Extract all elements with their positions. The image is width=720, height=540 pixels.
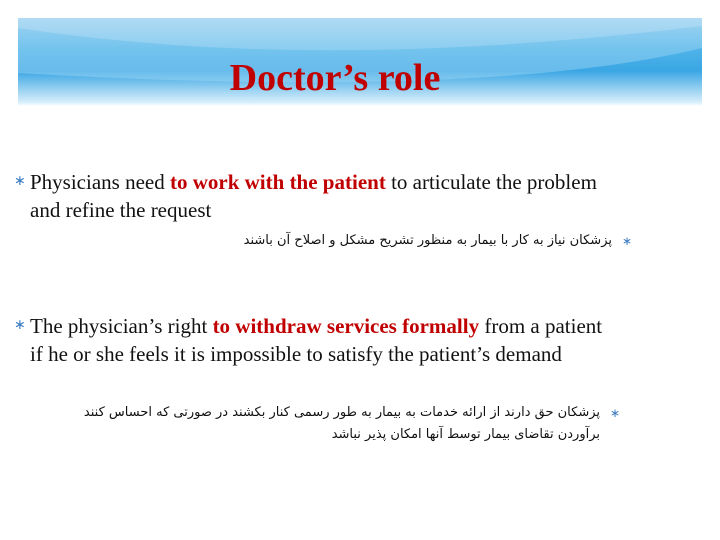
bullet-marker-icon: ∗ [14, 318, 26, 333]
bullet-physicians-need [14, 168, 620, 224]
bullet-text [30, 168, 620, 224]
bullet-marker-icon: ∗ [621, 234, 632, 248]
bullet-text-part: Physicians need [30, 170, 170, 194]
bullet-persian-text: پزشکان نیاز به کار با بیمار به منظور تشریح مشکل و اصلاح آن باشند [243, 233, 612, 248]
bullet-physicians-right [14, 312, 620, 368]
bullet-text [30, 312, 620, 368]
bullet-marker-icon: ∗ [14, 174, 26, 189]
bullet-persian-text: پزشکان حق دارند از ارائه خدمات به بیمار به طور رسمی کنار بکشند در صورتی که احساس کنند برآوردن تقاضای بیمار توسط آنها امکان پذیر نباشد [83, 405, 600, 442]
bullet-text-part: The physician’s right [30, 314, 213, 338]
bullet-emphasis: to withdraw services formally [212, 314, 480, 338]
bullet-text-part: from a patient if he or she feels it is impossible to satisfy the patient’s demand [30, 314, 603, 366]
slide-title: Doctor’s role [229, 57, 441, 99]
bullet-persian-1 [40, 230, 632, 252]
title-banner [18, 18, 702, 106]
bullet-text-part: to articulate the problem and refine the request [30, 170, 597, 222]
bullet-marker-icon: ∗ [609, 406, 620, 420]
bullet-emphasis: to work with the patient [169, 170, 386, 194]
bullet-persian-2 [40, 402, 620, 446]
